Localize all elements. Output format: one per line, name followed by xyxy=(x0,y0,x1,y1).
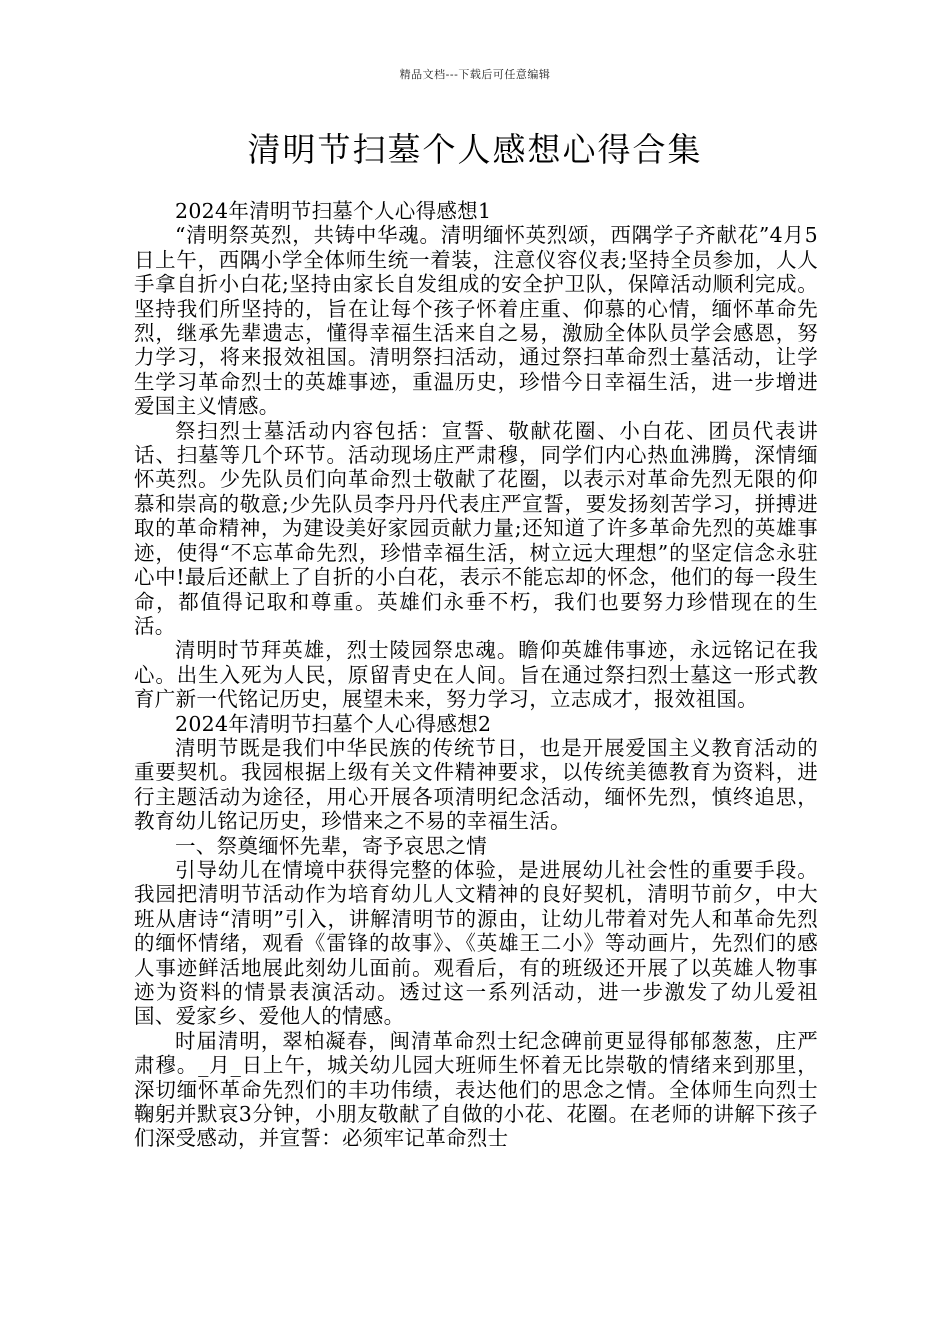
section-heading-1: 2024年清明节扫墓个人心得感想1 xyxy=(175,199,492,223)
paragraph: 引导幼儿在情境中获得完整的体验，是进展幼儿社会性的重要手段。我园把清明节活动作为培育幼儿人文精神的良好契机，清明节前夕，中大班从唐诗“清明”引入，讲解清明节的源由，让幼儿带着对先人和革命先烈的缅怀情绪，观看《雷锋的故事》、《英雄王二小》等动画片，先烈们的感人事迹鲜活地展此刻幼儿面前。观看后，有的班级还开展了以英雄人物事迹为资料的情景表演活动。透过这一系列活动，进一步激发了幼儿爱祖国、爱家乡、爱他人的情感。 xyxy=(134,857,818,1029)
paragraph: 清明节既是我们中华民族的传统节日，也是开展爱国主义教育活动的重要契机。我园根据上级有关文件精神要求，以传统美德教育为资料，进行主题活动为途径，用心开展各项清明纪念活动，缅怀先烈，慎终追思，教育幼儿铭记历史，珍惜来之不易的幸福生活。 xyxy=(134,735,818,834)
document-title: 清明节扫墓个人感想心得合集 xyxy=(247,130,703,169)
paragraph: 清明时节拜英雄，烈士陵园祭忠魂。瞻仰英雄伟事迹，永远铭记在我心。出生入死为人民，原留青史在人间。旨在通过祭扫烈士墓这一形式教育广新一代铭记历史，展望未来，努力学习，立志成才，报效祖国。 xyxy=(134,638,818,712)
section-heading-2: 2024年清明节扫墓个人心得感想2 xyxy=(175,711,492,736)
paragraph: 祭扫烈士墓活动内容包括：宣誓、敬献花圈、小白花、团员代表讲话、扫墓等几个环节。活动现场庄严肃穆，同学们内心热血沸腾，深情缅怀英烈。少先队员们向革命烈士敬献了花圈，以表示对革命先烈无限的仰慕和崇高的敬意;少先队员李丹丹代表庄严宣誓，要发扬刻苦学习，拼搏进取的革命精神，为建设美好家园贡献力量;还知道了许多革命先烈的英雄事迹，使得“不忘革命先烈，珍惜幸福生活，树立远大理想”的坚定信念永驻心中!最后还献上了自折的小白花，表示不能忘却的怀念，他们的每一段生命，都值得记取和尊重。英雄们永垂不朽，我们也要努力珍惜现在的生活。 xyxy=(134,418,818,638)
paragraph: “清明祭英烈，共铸中华魂。清明缅怀英烈颂，西隅学子齐献花”4月5日上午，西隅小学全体师生统一着装，注意仪容仪表;坚持全员参加，人人手拿自折小白花;坚持由家长自发组成的安全护卫队，保障活动顺利完成。坚持我们所坚持的，旨在让每个孩子怀着庄重、仰慕的心情，缅怀革命先烈，继承先辈遗志，懂得幸福生活来自之易，激励全体队员学会感恩，努力学习，将来报效祖国。清明祭扫活动，通过祭扫革命烈士墓活动，让学生学习革命烈士的英雄事迹，重温历史，珍惜今日幸福生活，进一步增进爱国主义情感。 xyxy=(134,223,818,419)
document-body xyxy=(134,199,818,1151)
paragraph: 时届清明，翠柏凝春，闽清革命烈士纪念碑前更显得郁郁葱葱，庄严肃穆。_月_日上午，城关幼儿园大班师生怀着无比崇敬的情绪来到那里，深切缅怀革命先烈们的丰功伟绩，表达他们的思念之情。全体师生向烈士鞠躬并默哀3分钟，小朋友敬献了自做的小花、花圈。在老师的讲解下孩子们深受感动，并宣誓：必须牢记革命烈士 xyxy=(134,1028,818,1151)
subsection-heading: 一、祭奠缅怀先辈，寄予哀思之情 xyxy=(175,833,487,858)
header-note: 精品文档---下载后可任意编辑 xyxy=(399,68,551,81)
